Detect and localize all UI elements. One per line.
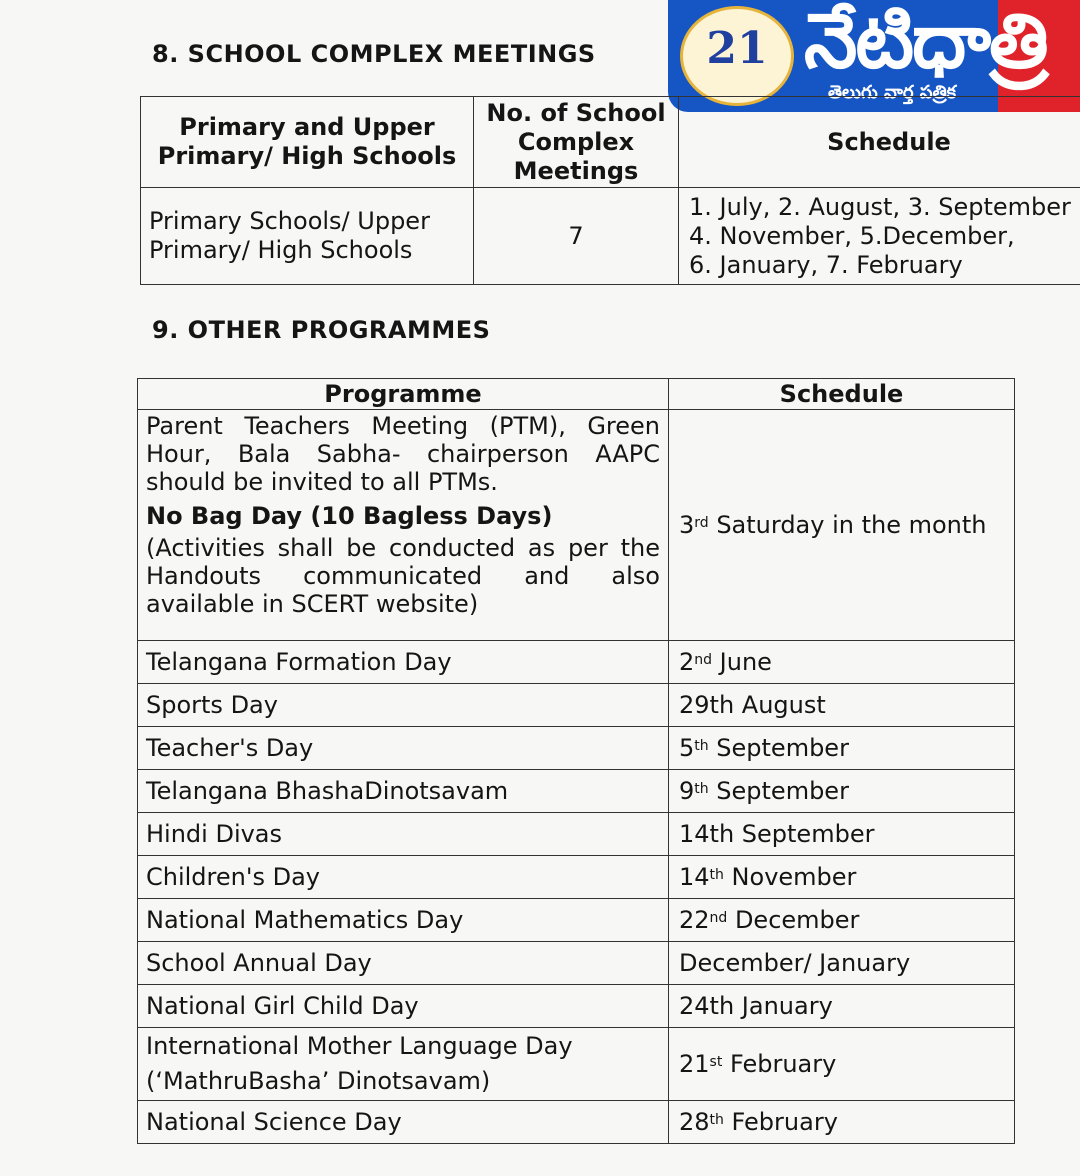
cell-schedule — [669, 410, 1015, 641]
date-rest: September — [708, 776, 849, 805]
no-bag-day-text: (Activities shall be conducted as per the Handouts communicated and also available in SCERT website) — [146, 534, 660, 618]
ptm-text: Parent Teachers Meeting (PTM), Green Hour, Bala Sabha- chairperson AAPC should be invited to all PTMs. — [146, 412, 660, 496]
programme-name: International Mother Language Day — [146, 1032, 573, 1060]
table-row — [141, 188, 1080, 285]
logo-tagline: తెలుగు వార్త పత్రిక — [828, 82, 957, 103]
header-school-type: Primary and Upper Primary/ High Schools — [141, 97, 474, 188]
table-header-row — [138, 379, 1015, 410]
section8-heading: 8. SCHOOL COMPLEX MEETINGS — [152, 40, 596, 68]
header-schedule: Schedule — [679, 97, 1080, 188]
programme-rows — [138, 641, 1015, 1144]
date-number: 14 — [679, 862, 710, 891]
cell-programme — [138, 727, 669, 770]
cell-schedule — [669, 942, 1015, 985]
cell-schedule — [669, 985, 1015, 1028]
header-meeting-count: No. of School Complex Meetings — [474, 97, 679, 188]
programme-name: Hindi Divas — [146, 819, 283, 848]
programme-name: Sports Day — [146, 690, 278, 719]
logo-masthead: నేటిధాత్రి — [804, 0, 1047, 85]
cell-schedule — [669, 899, 1015, 942]
date-number: 3 — [679, 510, 695, 539]
table-row — [138, 410, 1015, 641]
table-row — [138, 899, 1015, 942]
table-row — [138, 1101, 1015, 1144]
programme-name: Children's Day — [146, 862, 320, 891]
schedule-line: 4. November, 5.December, — [689, 221, 1015, 250]
cell-programme — [138, 1101, 669, 1144]
date-suffix: rd — [694, 514, 709, 531]
cell-schedule — [669, 641, 1015, 684]
table-row — [138, 770, 1015, 813]
date-number: 29th August — [679, 690, 826, 719]
date-number: 21 — [679, 1049, 710, 1078]
cell-programme — [138, 813, 669, 856]
cell-school-type: Primary Schools/ Upper Primary/ High Schools — [141, 188, 474, 285]
table-header-row — [141, 97, 1080, 188]
programme-name: Telangana Formation Day — [146, 647, 452, 676]
table-row — [138, 727, 1015, 770]
header-programme: Programme — [138, 379, 669, 410]
school-complex-table — [140, 96, 1080, 285]
programme-name: School Annual Day — [146, 948, 372, 977]
cell-meeting-count: 7 — [474, 188, 679, 285]
table-row — [138, 813, 1015, 856]
date-number: 28 — [679, 1107, 710, 1136]
cell-programme — [138, 641, 669, 684]
cell-programme — [138, 770, 669, 813]
cell-programme — [138, 684, 669, 727]
cell-programme — [138, 856, 669, 899]
date-number: 22 — [679, 905, 710, 934]
cell-schedule — [669, 813, 1015, 856]
date-suffix: th — [694, 780, 709, 797]
table-row — [138, 684, 1015, 727]
programme-name: National Mathematics Day — [146, 905, 464, 934]
cell-programme — [138, 942, 669, 985]
table-row — [138, 856, 1015, 899]
other-programmes-table — [137, 378, 1015, 1144]
anniversary-badge: 21 — [680, 6, 794, 106]
table-row — [138, 942, 1015, 985]
cell-programme — [138, 1028, 669, 1101]
programme-name: National Girl Child Day — [146, 991, 419, 1020]
date-suffix: th — [694, 737, 709, 754]
cell-schedule — [669, 727, 1015, 770]
schedule-line: 6. January, 7. February — [689, 250, 963, 279]
cell-schedule — [669, 1028, 1015, 1101]
table-row — [138, 641, 1015, 684]
date-rest: February — [723, 1107, 838, 1136]
cell-programme-ptm — [138, 410, 669, 641]
table-row — [138, 985, 1015, 1028]
date-suffix: th — [709, 866, 724, 883]
date-rest: February — [722, 1049, 837, 1078]
no-bag-day-title: No Bag Day (10 Bagless Days) — [146, 502, 553, 530]
date-suffix: nd — [709, 909, 728, 926]
header-schedule: Schedule — [669, 379, 1015, 410]
date-number: 5 — [679, 733, 695, 762]
date-rest: December — [727, 905, 860, 934]
date-rest: September — [708, 733, 849, 762]
date-number: 2 — [679, 647, 695, 676]
cell-programme — [138, 985, 669, 1028]
schedule-line: 1. July, 2. August, 3. September — [689, 192, 1071, 221]
programme-name: Teacher's Day — [146, 733, 314, 762]
table-row — [138, 1028, 1015, 1101]
date-number: December/ January — [679, 948, 911, 977]
programme-name-extra: (‘MathruBasha’ Dinotsavam) — [146, 1067, 491, 1095]
programme-name: National Science Day — [146, 1107, 402, 1136]
date-suffix: nd — [694, 651, 713, 668]
cell-schedule — [669, 856, 1015, 899]
cell-schedule — [669, 770, 1015, 813]
programme-name: Telangana BhashaDinotsavam — [146, 776, 509, 805]
date-number: 24th January — [679, 991, 833, 1020]
date-rest: June — [712, 647, 772, 676]
date-suffix: th — [709, 1111, 724, 1128]
date-rest: November — [723, 862, 857, 891]
date-number: 14th September — [679, 819, 875, 848]
date-suffix: st — [709, 1053, 723, 1070]
cell-schedule — [669, 684, 1015, 727]
date-number: 9 — [679, 776, 695, 805]
cell-schedule — [669, 1101, 1015, 1144]
cell-schedule — [679, 188, 1080, 285]
date-rest: Saturday in the month — [708, 510, 987, 539]
cell-programme — [138, 899, 669, 942]
section9-heading: 9. OTHER PROGRAMMES — [152, 316, 491, 344]
